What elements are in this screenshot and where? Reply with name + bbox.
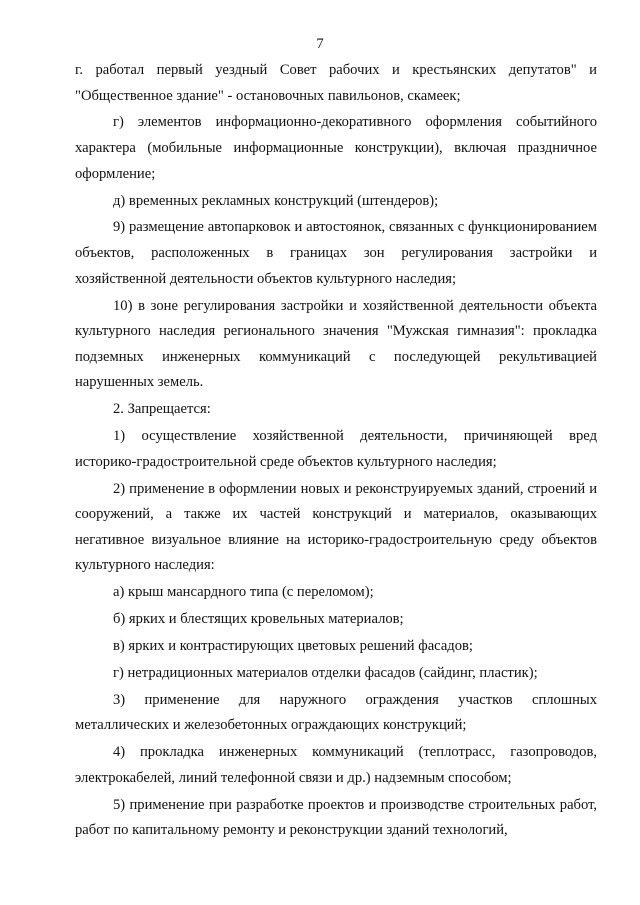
paragraph: 2. Запрещается: [113,401,211,418]
paragraph: 9) размещение автопарковок и автостоянок, связанных с функционированием объектов, расположенных в границах зон регулирования застройки и хозяйственной деятельности объектов культурного наследия; [75,219,597,287]
page-number: 7 [316,36,324,52]
document-body [75,58,597,845]
paragraph: б) ярких и блестящих кровельных материалов; [113,611,404,628]
paragraph: д) временных рекламных конструкций (штендеров); [113,192,439,209]
paragraph: а) крыш мансардного типа (с переломом); [113,584,374,601]
paragraph: 3) применение для наружного ограждения участков сплошных металлических и железобетонных ограждающих конструкций; [75,691,597,734]
paragraph: г) нетрадиционных материалов отделки фасадов (сайдинг, пластик); [113,664,538,681]
paragraph: 10) в зоне регулирования застройки и хозяйственной деятельности объекта культурного наследия регионального значения "Мужская гимназия": прокладка подземных инженерных коммуникаций с последующей рекультивацией нарушенных земель. [75,297,597,391]
paragraph: 2) применение в оформлении новых и реконструируемых зданий, строений и сооружений, а также их частей конструкций и материалов, оказывающих негативное визуальное влияние на историко-градостроительную среду объектов культурного наследия: [75,480,597,574]
paragraph: г. работал первый уездный Совет рабочих и крестьянских депутатов" и "Общественное здание" - остановочных павильонов, скамеек; [75,62,597,104]
paragraph: в) ярких и контрастирующих цветовых решений фасадов; [113,638,473,655]
paragraph: г) элементов информационно-декоративного оформления событийного характера (мобильные информационные конструкции), включая праздничное оформление; [75,114,597,182]
paragraph: 4) прокладка инженерных коммуникаций (теплотрасс, газопроводов, электрокабелей, линий телефонной связи и др.) надземным способом; [75,744,597,786]
paragraph: 5) применение при разработке проектов и производстве строительных работ, работ по капитальному ремонту и реконструкции зданий технологий, [75,796,597,839]
paragraph: 1) осуществление хозяйственной деятельности, причиняющей вред историко-градостроительной среде объектов культурного наследия; [75,428,597,470]
